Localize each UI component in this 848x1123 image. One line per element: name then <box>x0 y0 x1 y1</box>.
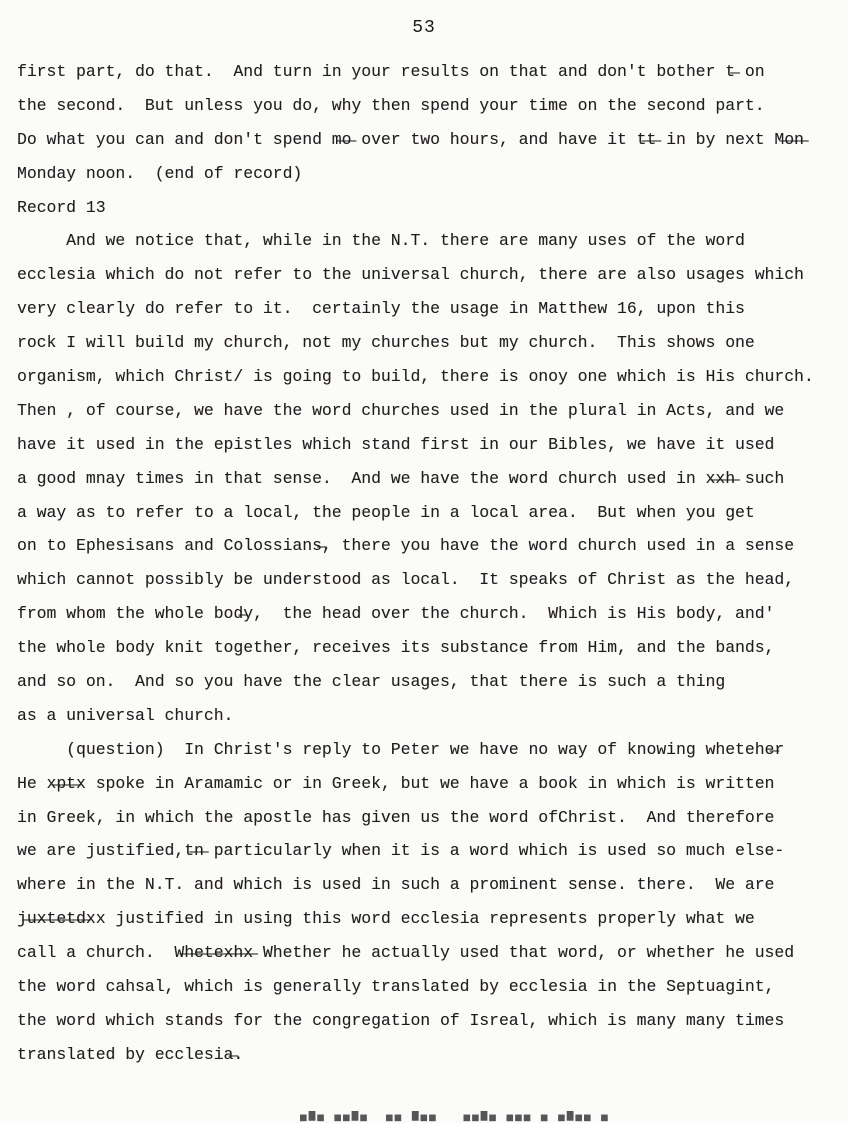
text-line: He x̶p̶t̶x spoke in Aramamic or in Greek, but we have a book in which is written <box>17 773 775 793</box>
text-line: in Greek, in which the apostle has given us the word ofChrist. And therefore <box>17 807 775 827</box>
text-line: from whom the whole bod̶y, the head over the church. Which is His body, and' <box>17 604 775 624</box>
text-line: Monday noon. (end of record) <box>17 163 303 183</box>
text-line: the second. But unless you do, why then spend your time on the second part. <box>17 95 765 115</box>
text-line: Do what you can and don't spend m̶o̶ over two hours, and have it t̶t̶ in by next M̶o̶n̶ <box>17 129 804 149</box>
text-line: j̶u̶x̶t̶e̶t̶d̶xx justified in using this word ecclesia represents properly what we <box>17 909 755 929</box>
text-line: a way as to refer to a local, the people in a local area. But when you get <box>17 502 755 522</box>
text-line: a good mnay times in that sense. And we have the word church used in x̶x̶h̶ such <box>17 468 785 488</box>
text-line: organism, which Christ/ is going to build, there is onoy one which is His church. <box>17 367 814 387</box>
page-number: 53 <box>412 18 436 38</box>
text-line: very clearly do refer to it. certainly the usage in Matthew 16, upon this <box>17 299 745 319</box>
text-line: And we notice that, while in the N.T. there are many uses of the word <box>17 231 745 251</box>
text-line: have it used in the epistles which stand first in our Bibles, we have it used <box>17 434 775 454</box>
text-line: translated by ecclesia̶. <box>17 1044 244 1064</box>
text-line: call a church. W̶h̶e̶t̶e̶x̶h̶x̶ Whether he actually used that word, or whether he used <box>17 943 795 963</box>
text-line: ecclesia which do not refer to the universal church, there are also usages which <box>17 265 804 285</box>
text-line: as a universal church. <box>17 705 234 725</box>
text-line: rock I will build my church, not my churches but my church. This shows one <box>17 333 755 353</box>
page-bottom-cutoff-text: ▄▆▄ ▄▄▆▄ ▄▄ ▆▄▄ ▄▄▆▄ ▄▄▄ ▄ ▄▆▄▄ ▄ <box>300 1110 610 1122</box>
text-line: which cannot possibly be understood as local. It speaks of Christ as the head, <box>17 570 795 590</box>
text-line: Then , of course, we have the word churches used in the plural in Acts, and we <box>17 400 785 420</box>
text-line: the word which stands for the congregation of Isreal, which is many many times <box>17 1010 785 1030</box>
record-heading: Record 13 <box>17 197 106 217</box>
typed-text-block <box>17 55 841 1072</box>
text-line: on to Ephesisans and Colossians̶, there you have the word church used in a sense <box>17 536 795 556</box>
text-line: the whole body knit together, receives its substance from Him, and the bands, <box>17 638 775 658</box>
text-line: the word cahsal, which is generally translated by ecclesia in the Septuagint, <box>17 977 775 997</box>
text-line: (question) In Christ's reply to Peter we have no way of knowing whetehe̶r <box>17 739 785 759</box>
text-line: and so on. And so you have the clear usages, that there is such a thing <box>17 672 726 692</box>
text-line: first part, do that. And turn in your results on that and don't bother t̶ on <box>17 62 765 81</box>
text-line: we are justified,t̶n̶ particularly when it is a word which is used so much else- <box>17 841 785 861</box>
text-line: where in the N.T. and which is used in such a prominent sense. there. We are <box>17 875 775 895</box>
